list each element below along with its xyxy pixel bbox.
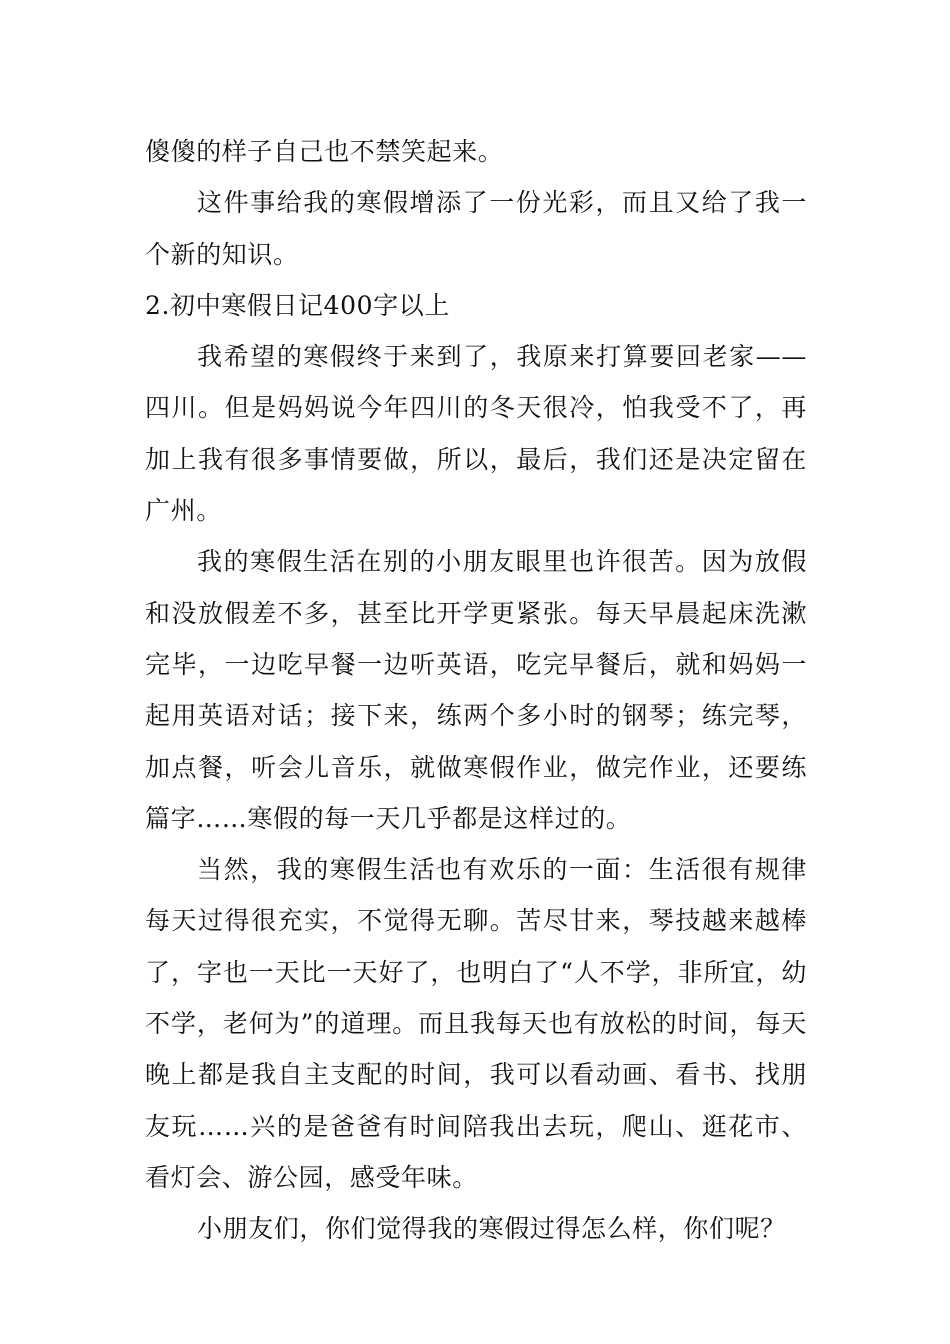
paragraph: 小朋友们，你们觉得我的寒假过得怎么样，你们呢？	[197, 1214, 786, 1244]
paragraph: 我的寒假生活在别的小朋友眼里也许很苦。因为放假和没放假差不多，甚至比开学更紧张。每天早晨起床洗漱完毕，一边吃早餐一边听英语，吃完早餐后，就和妈妈一起用英语对话；接下来，练两个多小时的钢琴；练完琴，加点餐，听会儿音乐，就做寒假作业，做完作业，还要练篇字……寒假的每一天几乎都是这样过的。	[145, 547, 807, 833]
paragraph: 我希望的寒假终于来到了，我原来打算要回老家——四川。但是妈妈说今年四川的冬天很冷，怕我受不了，再加上我有很多事情要做，所以，最后，我们还是决定留在广州。	[145, 342, 807, 526]
paragraph-continuation: 傻傻的样子自己也不禁笑起来。	[145, 137, 504, 166]
section-heading: 2.初中寒假日记400字以上	[145, 290, 450, 320]
paragraph: 这件事给我的寒假增添了一份光彩，而且又给了我一个新的知识。	[145, 188, 807, 269]
paragraph: 当然，我的寒假生活也有欢乐的一面：生活很有规律每天过得很充实，不觉得无聊。苦尽甘来，琴技越来越棒了，字也一天比一天好了，也明白了“人不学，非所宜，幼不学，老何为”的道理。而且我每天也有放松的时间，每天晚上都是我自主支配的时间，我可以看动画、看书、找朋友玩……兴的是爸爸有时间陪我出去玩，爬山、逛花市、看灯会、游公园，感受年味。	[145, 855, 807, 1192]
document-body	[145, 126, 807, 1255]
